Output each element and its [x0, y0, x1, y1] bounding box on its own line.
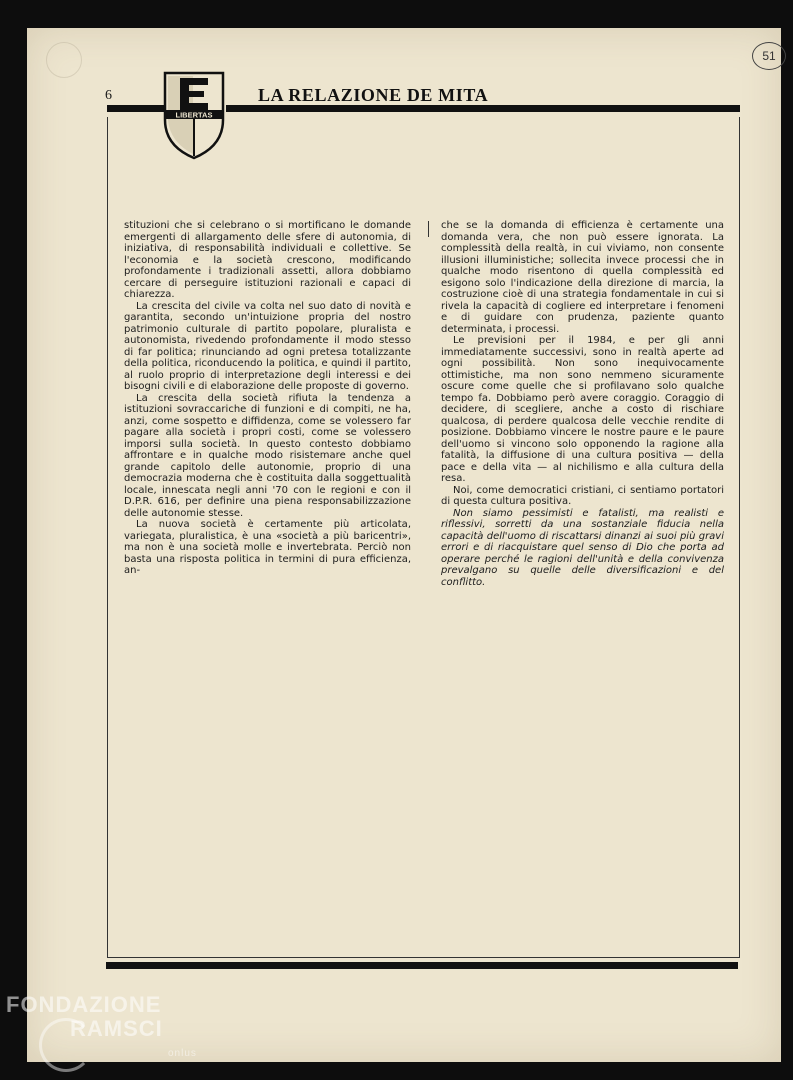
page-number: 6: [105, 88, 112, 103]
paragraph: La crescita del civile va colta nel suo dato di novità e garantita, secondo un'intuizione propria del nostro patrimonio culturale di partito popolare, pluralista e autonomista, rivedendo profondamente il modo stesso di far politica; rinunciando ad ogni pretesa totalizzante della politica, riconducendo la politica, e quindi il partito, al ruolo proprio di interpretazione degli interessi e dei bisogni civili e di elaborazione delle proposte di governo.: [124, 300, 411, 392]
watermark-line1: FONDAZIONE: [6, 992, 162, 1017]
watermark-line2: RAMSCI: [70, 1016, 163, 1041]
paragraph: Noi, come democratici cristiani, ci sentiamo portatori di questa cultura positiva.: [441, 484, 724, 507]
right-column: [441, 220, 724, 588]
fondazione-gramsci-watermark: [6, 992, 197, 1059]
column-divider: [428, 221, 429, 237]
logo-text: LIBERTAS: [175, 110, 213, 120]
footer-rule: [106, 962, 738, 969]
gramsci-g-logo-icon: [39, 1018, 93, 1072]
header-rule-left: [107, 105, 165, 112]
archive-number: 51: [752, 42, 786, 70]
page-title: LA RELAZIONE DE MITA: [258, 85, 489, 105]
paragraph: La nuova società è certamente più articolata, variegata, pluralistica, è una «società a più baricentri», ma non è una società molle e invertebrata. Perciò non basta una risposta politica in termini di pura efficienza, an-: [124, 519, 411, 576]
faded-stamp: [46, 42, 82, 78]
left-column: [124, 220, 411, 577]
paragraph: stituzioni che si celebrano o si mortificano le domande emergenti di allargamento delle sfere di autonomia, di iniziativa, di responsabilità individuali e collettive. Se l'economia e la società crescono, modificando profondamente i tradizionali assetti, allora dobbiamo cercare di perseguire istituzioni razionali e capaci di chiarezza.: [124, 220, 411, 300]
paragraph: che se la domanda di efficienza è certamente una domanda vera, che non può essere ignorata. La complessità della realtà, in cui viviamo, non consente illusioni illuministiche; sollecita invece processi che in qualche modo risentono di quella complessità ed esigono solo l'indicazione della direzione di marcia, la costruzione cioè di una strategia fondamentale in cui si rivela la capacità di cogliere ed interpretare i fenomeni e di guidare con prudenza, paziente quanto determinata, i processi.: [441, 220, 724, 335]
paragraph: La crescita della società rifiuta la tendenza a istituzioni sovraccariche di funzioni e di compiti, ne ha, anzi, come sospetto e diffidenza, come se volessero far pagare alla società i propri costi, come se volessero imporsi sulla società. In questo contesto dobbiamo affrontare e in qualche modo risistemare anche quel grande capitolo delle autonomie, proprio di una democrazia moderna che è costituita dalla soggettualità locale, innescata negli anni '70 con le regioni e con il D.P.R. 616, per definire una piena responsabilizzazione delle autonomie stesse.: [124, 392, 411, 519]
watermark-onlus: onlus: [168, 1048, 197, 1059]
paragraph: Le previsioni per il 1984, e per gli anni immediatamente successivi, sono in realtà aperte ad ogni possibilità. Non sono inequivocamente ottimistiche, ma non sono nemmeno sicuramente oscure come quelle che si profilavano solo qualche tempo fa. Dobbiamo però avere coraggio. Coraggio di decidere, di scegliere, anche a costo di rischiare qualcosa, di perdere qualcosa delle vecchie rendite di posizione. Dobbiamo vincere le nostre paure e le paure dell'uomo si vincono solo opponendo la ragione alla fatalità, la diffusione di una cultura positiva — della pace e della vita — al nichilismo e alla cultura della resa.: [441, 335, 724, 484]
header-rule-right: [226, 105, 740, 112]
paragraph-italic: Non siamo pessimisti e fatalisti, ma realisti e riflessivi, sorretti da una sostanziale fiducia nella capacità dell'uomo di riscattarsi dinanzi ai suoi più gravi errori e di riacquistare quel senso di Dio che porta ad operare perché le ragioni dell'unità e della convivenza prevalgano su quelle delle diversificazioni e del conflitto.: [441, 507, 724, 588]
